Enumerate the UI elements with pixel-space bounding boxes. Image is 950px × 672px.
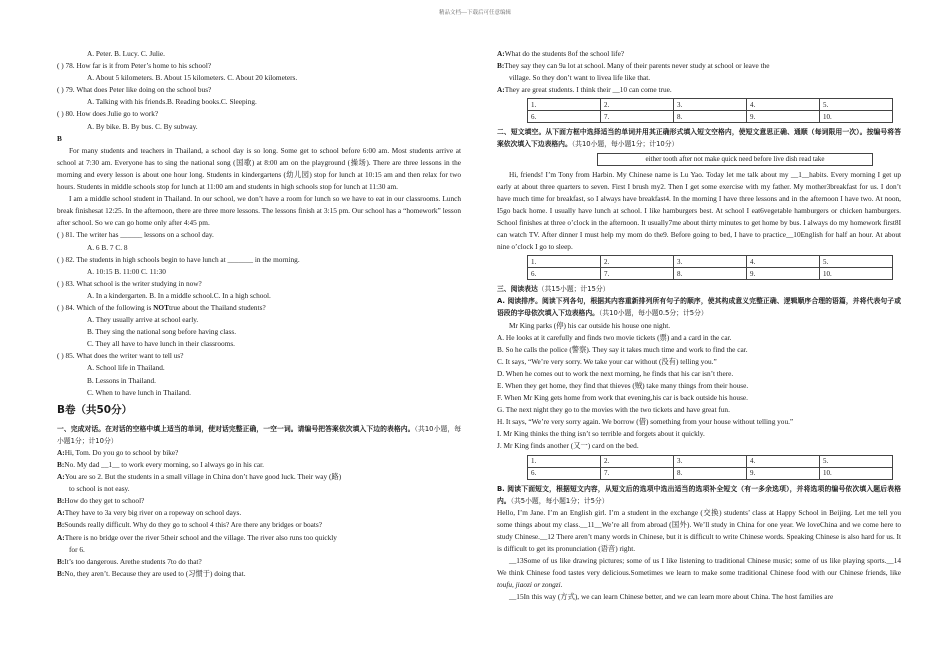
q81-options: A. 6 B. 7 C. 8 xyxy=(87,242,128,252)
answer-cell[interactable]: 2. xyxy=(601,256,674,268)
partB-paragraph-1: Hello, I’m Jane. I’m an English girl. I’m a student in the exchange (交换) students’ class at Happy School in Beijing. Let me tell you some things about my class.__11__We’re all from abroad (国外). We’ll study in China for one year. We loveChina and we come here to study Chinese.__12 There aren’t many words in Chinese, but it is difficult to write Chinese words. Speaking Chinese is also hard for us. It is difficult to get its pronunciation (语音) right. xyxy=(497,507,901,553)
dialog-line xyxy=(497,72,901,84)
q85: ( ) 85. What does the writer want to tell us? xyxy=(57,351,184,361)
q83: ( ) 83. What school is the writer studying in now? xyxy=(57,278,202,288)
dialog-text: How do they get to school? xyxy=(64,496,145,506)
answer-cell[interactable]: 9. xyxy=(747,467,820,479)
part2-passage: Hi, friends! I’m Tony from Harbin. My Chinese name is Lu Yao. Today let me talk about my __1__habits. Every morning I get up early at about three quarters to seven. First I brush my2. Then I get some exercise with my father. My mother3breakfast for us. I don’t have much time for breakfast, so I always have breakfast4. In the morning I have three lessons and in the afternoon I have two. At noon, I5go back home. I usually have lunch at school. I like hamburgers best. At school I eat6vegetable hamburgers or chicken hamburgers. School finishes at three o’clock in the afternoon. It usually7me about thirty minutes to get home by bus. I always do my homework first8I can watch TV. After dinner I must help my mom do the9. Before going to bed, I have to practice__10English for half an hour. At about nine o’clock I go to sleep. xyxy=(497,169,901,252)
dialog-line xyxy=(57,459,461,471)
dialog-line xyxy=(57,471,461,483)
part2-title-text: 二、短文填空。从下面方框中选择适当的单词并用其正确形式填入短文空格内，使短文意思正确、通顺（每词限用一次）。按编号将答案依次填入下边表格内。 xyxy=(497,128,901,149)
partB-title xyxy=(497,483,901,507)
order-sentence: D. When he comes out to work the next morning, he finds that his car isn’t there. xyxy=(497,368,734,378)
answer-cell[interactable]: 7. xyxy=(601,268,674,280)
dialog-line xyxy=(57,544,461,556)
answer-row xyxy=(528,455,893,467)
q80-options: A. By bike. B. By bus. C. By subway. xyxy=(87,121,198,131)
q78-options: A. About 5 kilometers. B. About 15 kilometers. C. About 20 kilometers. xyxy=(87,73,298,83)
dialog-line xyxy=(57,556,461,568)
dialog-text: village. So they don’t want to livea life like that. xyxy=(509,73,651,83)
q79-options: A. Talking with his friends.B. Reading books.C. Sleeping. xyxy=(87,97,257,107)
order-sentence: F. When Mr King gets home from work that evening,his car is back outside his house. xyxy=(497,393,748,403)
answer-cell[interactable]: 4. xyxy=(747,99,820,111)
answer-table-partA xyxy=(527,455,893,480)
partB-p2-end: . xyxy=(560,580,563,590)
dialog-text: You are so 2. But the students in a small village in China don’t have good luck. Their way (路) xyxy=(64,472,342,482)
answer-cell[interactable]: 3. xyxy=(674,99,747,111)
dialog-line xyxy=(57,568,461,580)
dialog-line xyxy=(497,60,901,72)
answer-cell[interactable]: 7. xyxy=(601,467,674,479)
part1-subtitle: （共10小题，每小题1分；计10分） xyxy=(57,424,461,445)
dialog xyxy=(57,447,461,580)
answer-cell[interactable]: 9. xyxy=(747,111,820,123)
speaker-label: A: xyxy=(57,472,65,482)
answer-cell[interactable]: 2. xyxy=(601,455,674,467)
dialog-line xyxy=(57,519,461,531)
dialog-text: No. My dad __1__ to work every morning, so I always go in his car. xyxy=(64,460,264,469)
dialog-text: It’s too dangerous. Arethe students 7to do that? xyxy=(64,556,202,566)
dialog-line xyxy=(57,507,461,519)
order-sentence: J. Mr King finds another (又一) card on the bed. xyxy=(497,441,639,451)
partB-paragraph-3: __15In this way (方式), we can learn Chinese better, and we can learn more about China. The host families are xyxy=(509,592,834,602)
dialog-text: There is no bridge over the river 5their school and the village. The river also runs too quickly xyxy=(64,532,337,542)
speaker-label: B: xyxy=(57,496,65,506)
q84-text-pre: ( ) 84. Which of the following is xyxy=(57,302,154,312)
order-sentences xyxy=(497,332,901,453)
q84-option-c: C. They all have to have lunch in their classrooms. xyxy=(87,339,235,349)
speaker-label: A: xyxy=(57,532,65,542)
answer-cell[interactable]: 8. xyxy=(674,467,747,479)
answer-cell[interactable]: 7. xyxy=(601,111,674,123)
q77-options: A. Peter. B. Lucy. C. Julie. xyxy=(87,49,165,58)
answer-cell[interactable]: 3. xyxy=(674,256,747,268)
q84 xyxy=(57,302,461,314)
passage-paragraph-1: For many students and teachers in Thailand, a school day is so long. Some get to school before 6:00 am. Most students arrive at school at 7:30 am. Everyone has to sing the national song (国歌) at 8:00 am on the playground (操场). There are three lessons in the morning and every lesson is about one hour long. Students in kindergartens (幼儿园) stop for lunch at 10:15 am and then relax for two hours. Students in middle schools stop for lunch at 11:00 am and students in high schools stop for lunch at 11:30 am. xyxy=(57,145,461,192)
q81: ( ) 81. The writer has ______ lessons on a school day. xyxy=(57,230,214,240)
speaker-label: B: xyxy=(497,61,505,71)
part2-title xyxy=(497,126,901,150)
answer-cell[interactable]: 3. xyxy=(674,455,747,467)
speaker-label: B: xyxy=(57,556,65,566)
section-b-title: B卷（共50分） xyxy=(57,403,133,416)
dialog-line xyxy=(57,483,461,495)
answer-cell[interactable]: 4. xyxy=(747,256,820,268)
q83-options: A. In a kindergarten. B. In a middle school.C. In a high school. xyxy=(87,290,271,300)
q80: ( ) 80. How does Julie go to work? xyxy=(57,109,159,119)
order-sentence: C. It says, “We’re very sorry. We take your car without (没有) telling you.” xyxy=(497,356,717,366)
order-sentence: H. It says, “We’re very sorry again. We borrow (借) something from your house without telling you.” xyxy=(497,417,794,427)
word-box: either tooth after not make quick need before live dish read take xyxy=(597,153,873,166)
dialog-text: to school is not easy. xyxy=(69,484,130,494)
partB-subtitle: （共5小题，每小题1分；计5分） xyxy=(510,496,609,505)
dialog-line xyxy=(57,532,461,544)
part1-title xyxy=(57,423,461,447)
answer-row xyxy=(528,268,893,280)
order-sentence: B. So he calls the police (警察). They say it takes much time and work to find the car. xyxy=(497,344,748,354)
answer-cell[interactable]: 6. xyxy=(528,111,601,123)
answer-cell[interactable]: 8. xyxy=(674,268,747,280)
speaker-label: A: xyxy=(497,49,505,58)
dialog-line xyxy=(497,84,901,96)
speaker-label: B: xyxy=(57,568,65,578)
dialog-text: They have to 3a very big river on a ropeway on school days. xyxy=(64,508,242,518)
part3-title xyxy=(497,283,901,295)
answer-cell[interactable]: 8. xyxy=(674,111,747,123)
answer-cell[interactable]: 6. xyxy=(528,467,601,479)
dialog-text: for 6. xyxy=(69,544,85,554)
answer-cell[interactable]: 6. xyxy=(528,268,601,280)
answer-row xyxy=(528,111,893,123)
answer-row xyxy=(528,256,893,268)
right-column xyxy=(497,48,901,603)
dialog-text: No, they aren’t. Because they are used to (习惯于) doing that. xyxy=(64,568,246,578)
partA-title-text: A. 阅读排序。阅读下列各句，根据其内容重新排列所有句子的顺序，使其构成意义完整正确、逻辑顺序合理的语篇，并将代表句子或语段的字母依次填入下边表格内。 xyxy=(497,297,901,318)
speaker-label: A: xyxy=(57,447,65,457)
answer-cell[interactable]: 9. xyxy=(747,268,820,280)
part3-title-text: 三、阅读表达 xyxy=(497,285,538,294)
q85-option-c: C. When to have lunch in Thailand. xyxy=(87,387,191,397)
q84-not: NOT xyxy=(153,302,169,312)
dialog-text: Hi, Tom. Do you go to school by bike? xyxy=(64,447,179,457)
partB-title-text: B. 阅读下面短文，根据短文内容，从短文后的选项中选出适当的选项补全短文（有一多余选项），并将选项的编号依次填入题后表格内。 xyxy=(497,484,901,505)
order-sentence: E. When they get home, they find that thieves (贼) take many things from their house. xyxy=(497,380,749,390)
dialog-line xyxy=(57,495,461,507)
dialog-line xyxy=(57,447,461,459)
q85-option-b: B. Lessons in Thailand. xyxy=(87,375,156,385)
answer-cell[interactable]: 4. xyxy=(747,455,820,467)
dialog-continued xyxy=(497,48,901,96)
order-sentence: A. He looks at it carefully and finds two movie tickets (票) and a card in the car. xyxy=(497,332,732,342)
answer-row xyxy=(528,467,893,479)
answer-cell[interactable]: 1. xyxy=(528,455,601,467)
speaker-label: B: xyxy=(57,520,65,530)
q85-option-a: A. School life in Thailand. xyxy=(87,363,165,373)
part3-subtitle: （共15小题；计15分） xyxy=(537,285,610,294)
speaker-label: A: xyxy=(497,85,505,95)
answer-cell[interactable]: 5. xyxy=(820,455,893,467)
dialog-text: They are great students. I think their __10 can come true. xyxy=(504,85,672,95)
answer-cell[interactable]: 1. xyxy=(528,256,601,268)
order-sentence: G. The next night they go to the movies with the two tickets and have great fun. xyxy=(497,405,730,415)
passage-label: B xyxy=(57,133,62,143)
partB-p2-text: __13Some of us like drawing pictures; some of us I like listening to traditional Chinese music; some of us like playing sports.__14 We think Chinese food tastes very delicious.Sometimes we learn to make some traditional Chinese food with our Chinese friends, like xyxy=(497,556,901,578)
q79: ( ) 79. What does Peter like doing on the school bus? xyxy=(57,85,212,95)
page-header: 精品文档---下载后可任意编辑 xyxy=(439,10,511,16)
q84-text-post: true about the Thailand students? xyxy=(168,302,266,312)
speaker-label: B: xyxy=(57,460,65,469)
answer-row xyxy=(528,99,893,111)
partB-p2-food: toufu, jiaozi or zongzi xyxy=(497,580,561,590)
left-column xyxy=(57,48,461,580)
q84-option-b: B. They sing the national song before having class. xyxy=(87,327,237,337)
part1-title-text: 一、完成对话。在对话的空格中填上适当的单词，使对话完整正确，一空一词。请编号把答案依次填入下边的表格内。 xyxy=(57,424,415,433)
dialog-text: They say they can 9a lot at school. Many of their parents never study at school or leave the xyxy=(504,61,770,71)
order-intro: Mr King parks (停) his car outside his house one night. xyxy=(509,320,671,330)
partA-title xyxy=(497,295,901,319)
answer-table-part1 xyxy=(527,98,893,123)
partA-subtitle: （共10小题，每小题0.5分；计5分） xyxy=(598,309,708,318)
q78: ( ) 78. How far is it from Peter’s home to his school? xyxy=(57,61,212,71)
answer-cell[interactable]: 5. xyxy=(820,99,893,111)
dialog-text: What do the students 8of the school life? xyxy=(504,49,625,58)
q82-options: A. 10:15 B. 11:00 C. 11:30 xyxy=(87,266,166,276)
speaker-label: A: xyxy=(57,508,65,518)
order-sentence: I. Mr King thinks the thing isn’t so terrible and forgets about it quickly. xyxy=(497,429,705,439)
answer-cell[interactable]: 5. xyxy=(820,256,893,268)
answer-table-part2 xyxy=(527,255,893,280)
q82: ( ) 82. The students in high schools begin to have lunch at _______ in the morning. xyxy=(57,254,300,264)
answer-cell[interactable]: 1. xyxy=(528,99,601,111)
answer-cell[interactable]: 10. xyxy=(820,467,893,479)
dialog-text: Sounds really difficult. Why do they go to school 4 this? Are there any bridges or boats? xyxy=(64,520,323,530)
passage-paragraph-2: I am a middle school student in Thailand. In our school, we don’t have a room for lunch so we have to eat in our classrooms. Lunch break finishesat 12:25. In the afternoon, there are three more lessons. The lessons finish at 3:15 pm. Our school has a “homework” lesson after school. So we can go home only after 4:45 pm. xyxy=(57,194,461,228)
answer-cell[interactable]: 10. xyxy=(820,111,893,123)
partB-paragraph-2 xyxy=(497,555,901,591)
answer-cell[interactable]: 2. xyxy=(601,99,674,111)
q84-option-a: A. They usually arrive at school early. xyxy=(87,315,199,325)
answer-cell[interactable]: 10. xyxy=(820,268,893,280)
part2-subtitle: （共10小题，每小题1分；计10分） xyxy=(571,140,679,149)
dialog-line xyxy=(497,48,901,60)
